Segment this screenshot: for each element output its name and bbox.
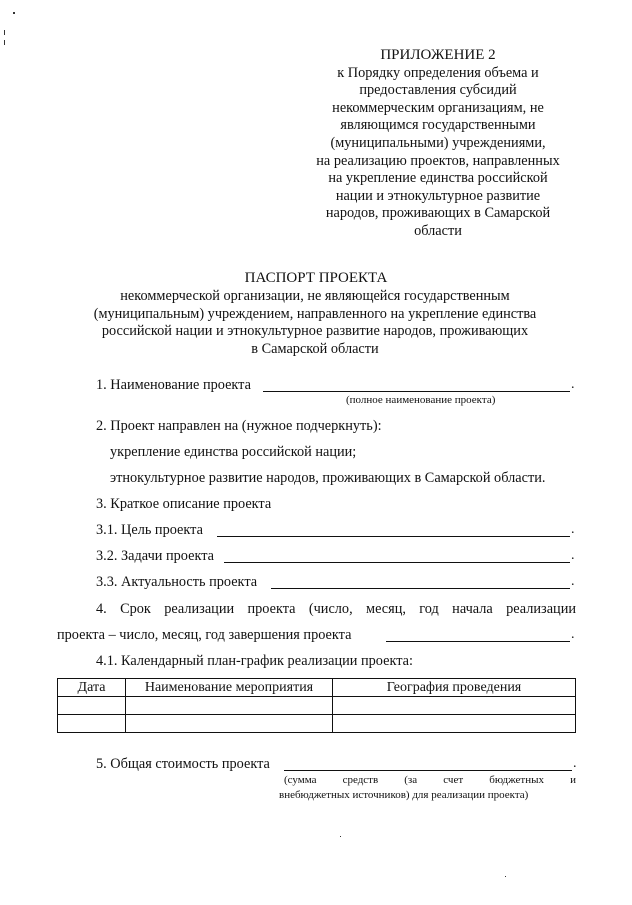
period-mark: .	[571, 548, 575, 563]
passport-subtitle-line: некоммерческой организации, не являющейся государственным	[120, 288, 510, 304]
appendix-line: на реализацию проектов, направленных	[316, 152, 560, 169]
period-mark: .	[571, 522, 575, 537]
term-field[interactable]	[386, 641, 570, 642]
plan-cell-geography[interactable]	[333, 715, 576, 733]
direction-option-unity[interactable]: укрепление единства российской нации;	[110, 444, 357, 460]
appendix-line: на укрепление единства российской	[328, 170, 548, 187]
appendix-line: некоммерческим организациям, не	[332, 99, 544, 116]
scan-mark	[505, 876, 506, 877]
appendix-line: нации и этнокультурное развитие	[335, 187, 541, 204]
appendix-line: (муниципальными) учреждениями,	[330, 134, 546, 151]
plan-cell-date[interactable]	[58, 697, 126, 715]
plan-header-geography: География проведения	[333, 679, 576, 697]
project-name-field[interactable]	[263, 391, 570, 392]
period-mark: .	[571, 377, 575, 392]
scan-mark	[340, 836, 341, 837]
table-row	[58, 697, 576, 715]
passport-title: ПАСПОРТ ПРОЕКТА	[244, 270, 388, 286]
description-label: 3. Краткое описание проекта	[96, 496, 272, 512]
goal-field[interactable]	[217, 536, 570, 537]
cost-hint-line-2: внебюджетных источников) для реализации проекта)	[279, 789, 529, 801]
plan-header-date: Дата	[58, 679, 126, 697]
plan-cell-geography[interactable]	[333, 697, 576, 715]
passport-subtitle-line: российской нации и этнокультурное развитие народов, проживающих	[101, 323, 529, 340]
period-mark: .	[573, 756, 577, 771]
project-name-hint: (полное наименование проекта)	[346, 394, 496, 406]
appendix-line: предоставления субсидий	[359, 82, 517, 99]
term-label-line-2: проекта – число, месяц, год завершения проекта	[57, 627, 352, 643]
project-name-label: 1. Наименование проекта	[96, 377, 251, 393]
plan-cell-event[interactable]	[126, 697, 333, 715]
appendix-title: ПРИЛОЖЕНИЕ 2	[380, 47, 496, 63]
cost-label: 5. Общая стоимость проекта	[96, 756, 270, 772]
period-mark: .	[571, 574, 575, 589]
appendix-header	[300, 47, 576, 241]
direction-option-ethnocultural[interactable]: этнокультурное развитие народов, проживающих в Самарской области.	[110, 470, 546, 486]
plan-cell-date[interactable]	[58, 715, 126, 733]
tasks-field[interactable]	[224, 562, 570, 563]
relevance-field[interactable]	[271, 588, 570, 589]
plan-header-event: Наименование мероприятия	[126, 679, 333, 697]
passport-subtitle-line: в Самарской области	[251, 340, 379, 357]
term-label-line-1: 4. Срок реализации проекта (число, месяц, год начала реализации	[96, 601, 576, 617]
scan-mark	[4, 40, 5, 45]
plan-table-header-row	[58, 679, 576, 697]
period-mark: .	[571, 627, 575, 642]
goal-label: 3.1. Цель проекта	[96, 522, 203, 538]
direction-label: 2. Проект направлен на (нужное подчеркнуть):	[96, 418, 382, 434]
appendix-line: являющимся государственными	[340, 117, 536, 134]
tasks-label: 3.2. Задачи проекта	[96, 548, 214, 564]
relevance-label: 3.3. Актуальность проекта	[96, 574, 258, 590]
appendix-line: народов, проживающих в Самарской	[325, 205, 551, 222]
table-row	[58, 715, 576, 733]
appendix-line: области	[414, 222, 462, 239]
cost-field[interactable]	[284, 770, 572, 771]
plan-cell-event[interactable]	[126, 715, 333, 733]
plan-label: 4.1. Календарный план-график реализации проекта:	[96, 653, 413, 669]
scan-mark	[13, 12, 15, 14]
plan-table	[57, 678, 576, 733]
passport-subtitle-line: (муниципальным) учреждением, направленного на укрепление единства	[93, 305, 537, 322]
scan-mark	[4, 30, 5, 35]
appendix-line: к Порядку определения объема и	[337, 64, 539, 81]
cost-hint-line-1: (сумма средств (за счет бюджетных и	[284, 774, 576, 786]
passport-subtitle	[60, 288, 570, 358]
